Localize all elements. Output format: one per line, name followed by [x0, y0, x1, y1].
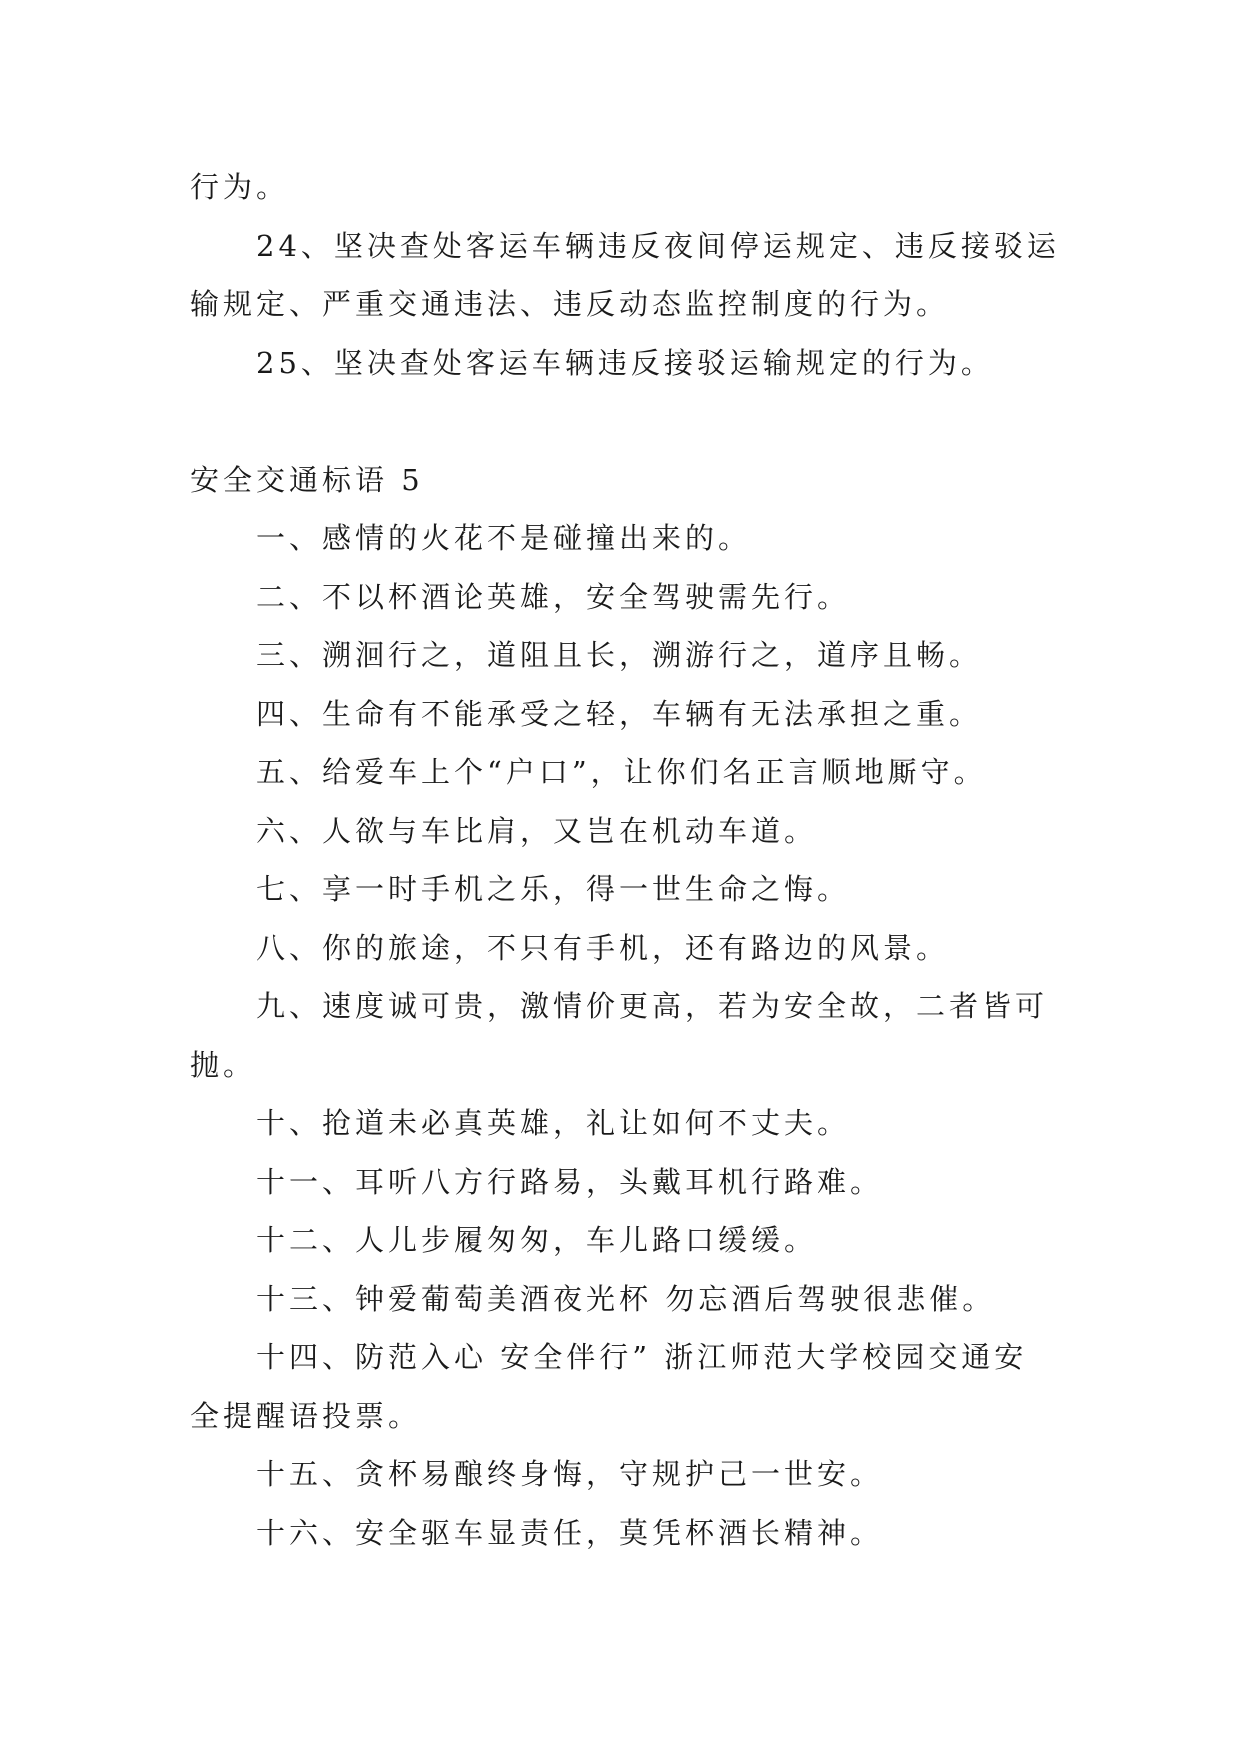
slogan-item: 六、人欲与车比肩，又岂在机动车道。	[256, 813, 818, 848]
slogan-item: 八、你的旅途，不只有手机，还有路边的风景。	[256, 930, 950, 965]
slogan-item: 十、抢道未必真英雄，礼让如何不丈夫。	[256, 1106, 851, 1140]
slogan-item: 三、溯洄行之，道阻且长，溯游行之，道序且畅。	[256, 638, 983, 672]
document-body	[190, 158, 1060, 1562]
slogan-item: 十二、人儿步履匆匆，车儿路口缓缓。	[256, 1223, 818, 1257]
slogan-item: 九、速度诚可贵，激情价更高，若为安全故，二者皆可	[256, 989, 1049, 1023]
slogan-item-continuation: 抛。	[190, 1047, 257, 1082]
text-line: 24、坚决查处客运车辆违反夜间停运规定、违反接驳运	[256, 228, 1060, 263]
slogan-item: 二、不以杯酒论英雄，安全驾驶需先行。	[256, 579, 851, 614]
slogan-item: 一、感情的火花不是碰撞出来的。	[256, 521, 752, 555]
slogan-item: 十四、防范入心 安全伴行” 浙江师范大学校园交通安	[256, 1340, 1028, 1374]
blank-line	[190, 392, 1052, 451]
slogan-item: 十三、钟爱葡萄美酒夜光杯 勿忘酒后驾驶很悲催。	[256, 1281, 996, 1316]
slogan-item: 四、生命有不能承受之轻，车辆有无法承担之重。	[256, 696, 983, 731]
text-line: 输规定、严重交通违法、违反动态监控制度的行为。	[190, 287, 950, 321]
slogan-item: 五、给爱车上个“户口”，让你们名正言顺地厮守。	[256, 755, 987, 789]
slogan-item: 十一、耳听八方行路易，头戴耳机行路难。	[256, 1164, 884, 1199]
slogan-item-continuation: 全提醒语投票。	[190, 1398, 422, 1433]
slogan-item: 十六、安全驱车显责任，莫凭杯酒长精神。	[256, 1515, 884, 1550]
section-heading: 安全交通标语 5	[190, 462, 424, 497]
text-line: 行为。	[190, 170, 290, 204]
text-line: 25、坚决查处客运车辆违反接驳运输规定的行为。	[256, 345, 994, 380]
slogan-item: 七、享一时手机之乐，得一世生命之悔。	[256, 872, 851, 906]
slogan-item: 十五、贪杯易酿终身悔，守规护己一世安。	[256, 1457, 884, 1491]
